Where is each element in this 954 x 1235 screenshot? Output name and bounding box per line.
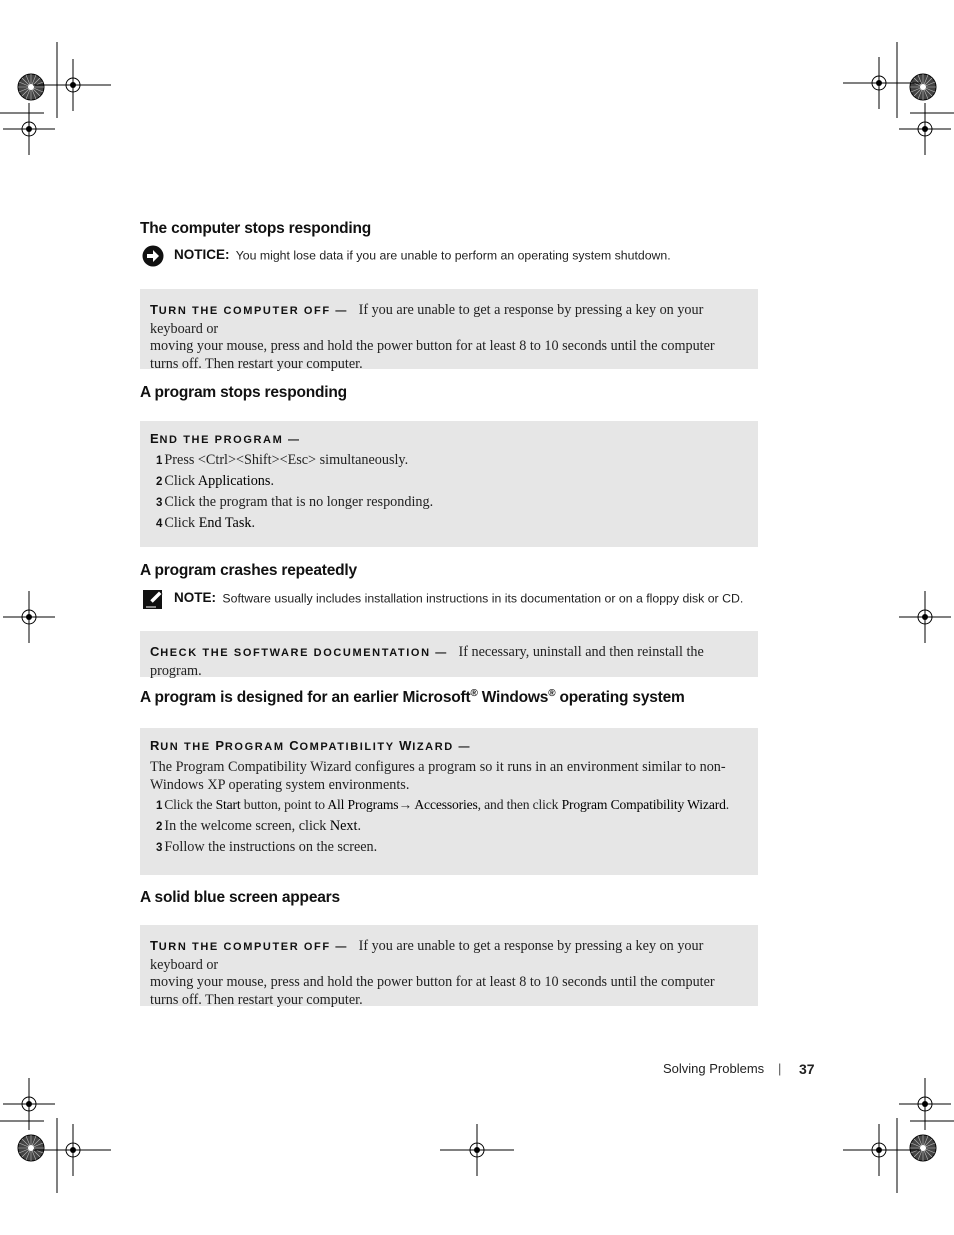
box-text: If you are unable to get a response by pressing a key on your keyboard or	[150, 938, 704, 973]
instruction-box	[140, 925, 758, 1006]
note	[142, 588, 743, 610]
registration-mark-icon	[18, 1135, 44, 1161]
box-title: RUN THE PROGRAM COMPATIBILITY WIZARD —	[150, 738, 472, 753]
box-text: If you are unable to get a response by pressing a key on your keyboard or	[150, 302, 704, 337]
notice-text: You might lose data if you are unable to perform an operating system shutdown.	[235, 248, 671, 263]
step-item: 3 Follow the instructions on the screen.	[156, 839, 378, 855]
registration-mark-icon	[853, 57, 905, 109]
notice-arrow-icon	[142, 245, 166, 267]
note-pencil-icon	[142, 588, 166, 610]
section-heading: The computer stops responding	[140, 220, 372, 237]
box-text: moving your mouse, press and hold the power button for at least 8 to 10 seconds until the computer	[150, 338, 715, 354]
registration-mark-icon	[47, 59, 99, 111]
registration-mark-icon	[899, 1078, 951, 1130]
step-item: 1 Press <Ctrl><Shift><Esc> simultaneously.	[156, 452, 409, 468]
instruction-box	[140, 289, 758, 372]
registration-mark-icon	[451, 1124, 503, 1176]
instruction-box	[140, 421, 758, 547]
box-text: If necessary, uninstall and then reinstall the program.	[150, 644, 704, 679]
box-text: moving your mouse, press and hold the power button for at least 8 to 10 seconds until the computer	[150, 974, 715, 990]
step-item: 1 Click the Start button, point to All Programs→ Accessories, and then click Program Compatibility Wizard.	[156, 797, 729, 812]
section-heading: A program is designed for an earlier Microsoft® Windows® operating system	[140, 688, 685, 706]
box-title: END THE PROGRAM —	[150, 431, 301, 446]
box-text: Windows XP operating system environments.	[150, 776, 410, 793]
section-heading: A solid blue screen appears	[140, 889, 340, 906]
footer-separator: |	[778, 1061, 782, 1076]
page-number: 37	[799, 1061, 815, 1077]
registration-mark-icon	[3, 103, 55, 155]
registration-mark-icon	[899, 591, 951, 643]
notice	[142, 245, 671, 267]
box-text: The Program Compatibility Wizard configures a program so it runs in an environment similar to non-	[150, 759, 726, 775]
box-title: CHECK THE SOFTWARE DOCUMENTATION —	[150, 644, 448, 659]
section-heading: A program stops responding	[140, 384, 347, 401]
registration-mark-icon	[18, 74, 44, 100]
registration-mark-icon	[853, 1124, 905, 1176]
instruction-box	[140, 728, 758, 875]
note-label: NOTE:	[174, 590, 216, 606]
note-text: Software usually includes installation instructions in its documentation or on a floppy disk or CD.	[222, 591, 744, 606]
step-item: 2 In the welcome screen, click Next.	[156, 818, 361, 834]
footer-section: Solving Problems	[663, 1061, 765, 1076]
step-item: 2 Click Applications.	[156, 473, 274, 489]
section-heading: A program crashes repeatedly	[140, 562, 357, 579]
registration-mark-icon	[910, 74, 936, 100]
registration-mark-icon	[899, 103, 951, 155]
box-text: turns off. Then restart your computer.	[150, 355, 363, 372]
box-title: TURN THE COMPUTER OFF —	[150, 302, 348, 317]
registration-mark-icon	[3, 1078, 55, 1130]
notice-label: NOTICE:	[174, 247, 230, 263]
box-text: turns off. Then restart your computer.	[150, 991, 363, 1008]
step-item: 3 Click the program that is no longer responding.	[156, 494, 434, 510]
box-title: TURN THE COMPUTER OFF —	[150, 938, 348, 953]
instruction-box	[140, 631, 758, 677]
registration-mark-icon	[910, 1135, 936, 1161]
step-item: 4 Click End Task.	[156, 515, 255, 531]
registration-mark-icon	[47, 1124, 99, 1176]
registration-mark-icon	[3, 591, 55, 643]
